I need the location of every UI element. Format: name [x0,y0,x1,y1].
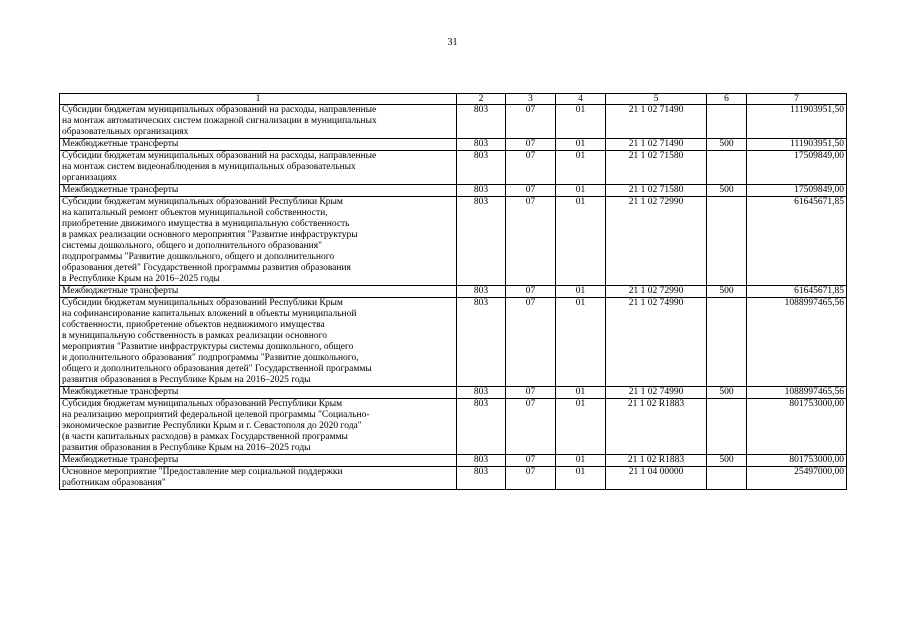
target-article-code: 21 1 02 R1883 [606,455,707,467]
expense-type-code: 500 [707,185,747,197]
subsection-code: 01 [556,286,606,298]
expense-type-code: 500 [707,139,747,151]
description-line: экономическое развитие Республики Крым и г. Севастополя до 2020 года" [62,421,362,431]
expense-type-code [707,399,747,455]
target-article-code: 21 1 02 71490 [606,139,707,151]
section-code: 07 [506,298,556,387]
description-line: на монтаж автоматических систем пожарной сигнализации в муниципальных [62,116,377,126]
expense-type-code [707,105,747,139]
table-row [60,467,847,490]
description-line: Межбюджетные трансферты [62,139,179,149]
description-line: развития образования в Республике Крым на 2016–2025 годы [62,375,311,385]
subsection-code: 01 [556,139,606,151]
subsection-code: 01 [556,467,606,490]
section-code: 07 [506,105,556,139]
amount: 111903951,50 [747,105,847,139]
subsection-code: 01 [556,399,606,455]
description-line: организациях [62,173,118,183]
admin-code: 803 [457,139,506,151]
column-header: 2 [457,94,506,105]
expense-type-code [707,151,747,185]
row-description [60,298,457,387]
row-description [60,455,457,467]
section-code: 07 [506,467,556,490]
description-line: общего и дополнительного образования детей" Государственной программы [62,364,372,374]
row-description [60,185,457,197]
description-line: системы дошкольного, общего и дополнительного образования" [62,241,322,251]
target-article-code: 21 1 02 74990 [606,387,707,399]
description-line: и дополнительного образования" подпрограммы "Развитие дошкольного, [62,353,359,363]
table-row [60,298,847,387]
row-description [60,467,457,490]
amount: 1088997465,56 [747,298,847,387]
admin-code: 803 [457,455,506,467]
description-line: в рамках реализации основного мероприятия "Развитие инфраструктуры [62,230,358,240]
admin-code: 803 [457,185,506,197]
description-line: на реализацию мероприятий федеральной целевой программы "Социально- [62,410,370,420]
description-line: на монтаж систем видеонаблюдения в муниципальных образовательных [62,162,356,172]
description-line: Основное мероприятие "Предоставление мер социальной поддержки [62,467,343,477]
column-header: 3 [506,94,556,105]
amount: 25497000,00 [747,467,847,490]
page-number: 31 [447,37,458,48]
description-line: образования детей" Государственной программы развития образования [62,263,351,273]
admin-code: 803 [457,286,506,298]
description-line: в муниципальную собственность в рамках реализации основного [62,331,327,341]
description-line: на софинансирование капитальных вложений в объекты муниципальной [62,309,357,319]
row-description [60,399,457,455]
row-description [60,151,457,185]
target-article-code: 21 1 02 72990 [606,286,707,298]
admin-code: 803 [457,298,506,387]
table-row [60,399,847,455]
table-row [60,151,847,185]
admin-code: 803 [457,387,506,399]
description-line: развития образования в Республике Крым на 2016–2025 годы [62,443,311,453]
amount: 61645671,85 [747,286,847,298]
subsection-code: 01 [556,298,606,387]
description-line: (в части капитальных расходов) в рамках Государственной программы [62,432,348,442]
column-header: 5 [606,94,707,105]
table-row [60,185,847,197]
description-line: на капитальный ремонт объектов муниципальной собственности, [62,208,328,218]
description-line: подпрограммы "Развитие дошкольного, общего и дополнительного [62,252,335,262]
row-description [60,139,457,151]
description-line: Межбюджетные трансферты [62,455,179,465]
expense-type-code [707,467,747,490]
admin-code: 803 [457,467,506,490]
row-description [60,387,457,399]
amount: 1088997465,56 [747,387,847,399]
description-line: Субсидия бюджетам муниципальных образований Республики Крым [62,399,343,409]
description-line: Межбюджетные трансферты [62,387,179,397]
subsection-code: 01 [556,151,606,185]
description-line: образовательных организациях [62,127,189,137]
expense-type-code: 500 [707,286,747,298]
table-row [60,105,847,139]
description-line: приобретение движимого имущества в муниципальную собственность [62,219,350,229]
target-article-code: 21 1 02 71580 [606,185,707,197]
row-description [60,286,457,298]
description-line: Субсидии бюджетам муниципальных образований на расходы, направленные [62,151,377,161]
admin-code: 803 [457,105,506,139]
table-row [60,286,847,298]
column-header: 7 [747,94,847,105]
description-line: Субсидии бюджетам муниципальных образований на расходы, направленные [62,105,377,115]
description-line: мероприятия "Развитие инфраструктуры системы дошкольного, общего [62,342,354,352]
amount: 17509849,00 [747,185,847,197]
amount: 61645671,85 [747,197,847,286]
expense-type-code: 500 [707,455,747,467]
subsection-code: 01 [556,197,606,286]
admin-code: 803 [457,151,506,185]
column-header: 1 [60,94,457,105]
table-row [60,139,847,151]
amount: 801753000,00 [747,455,847,467]
target-article-code: 21 1 02 R1883 [606,399,707,455]
target-article-code: 21 1 02 71490 [606,105,707,139]
section-code: 07 [506,151,556,185]
table-row [60,197,847,286]
table-row [60,387,847,399]
subsection-code: 01 [556,387,606,399]
section-code: 07 [506,455,556,467]
description-line: работникам образования" [62,478,166,488]
column-header: 6 [707,94,747,105]
description-line: Межбюджетные трансферты [62,286,179,296]
amount: 801753000,00 [747,399,847,455]
section-code: 07 [506,197,556,286]
admin-code: 803 [457,399,506,455]
description-line: Межбюджетные трансферты [62,185,179,195]
expense-type-code: 500 [707,387,747,399]
section-code: 07 [506,387,556,399]
section-code: 07 [506,286,556,298]
expense-type-code [707,298,747,387]
amount: 111903951,50 [747,139,847,151]
subsection-code: 01 [556,105,606,139]
target-article-code: 21 1 02 71580 [606,151,707,185]
expense-type-code [707,197,747,286]
amount: 17509849,00 [747,151,847,185]
row-description [60,197,457,286]
description-line: Субсидии бюджетам муниципальных образований Республики Крым [62,197,343,207]
section-code: 07 [506,399,556,455]
target-article-code: 21 1 04 00000 [606,467,707,490]
table-row [60,455,847,467]
target-article-code: 21 1 02 72990 [606,197,707,286]
table-header-row [60,94,847,105]
admin-code: 803 [457,197,506,286]
subsection-code: 01 [556,455,606,467]
row-description [60,105,457,139]
column-header: 4 [556,94,606,105]
description-line: в Республике Крым на 2016–2025 годы [62,274,220,284]
section-code: 07 [506,139,556,151]
description-line: собственности, приобретение объектов недвижимого имущества [62,320,325,330]
description-line: Субсидии бюджетам муниципальных образований Республики Крым [62,298,343,308]
budget-table [59,93,847,490]
subsection-code: 01 [556,185,606,197]
section-code: 07 [506,185,556,197]
target-article-code: 21 1 02 74990 [606,298,707,387]
